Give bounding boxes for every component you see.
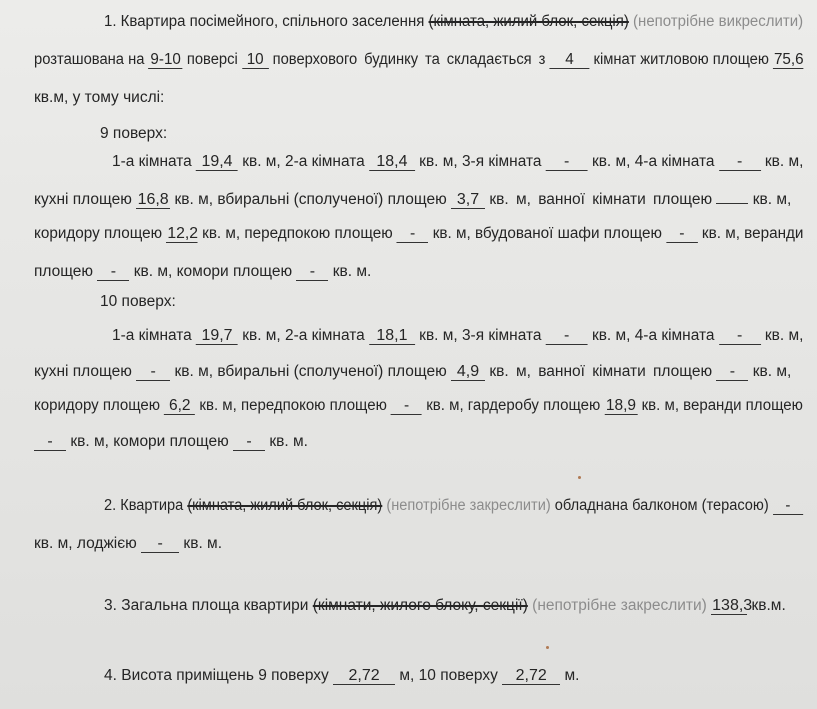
label: 1-а кімната [112,327,192,344]
corridor-value: 6,2 [164,398,195,415]
room-3-value: - [546,154,588,171]
floor-9-kitchen-line [34,190,791,210]
label: кухні площею [34,191,132,208]
unit: м. [564,667,580,684]
note-text: (непотрібне викреслити) [633,13,804,30]
unit: кв. м, [764,327,804,344]
label: кв. м, комори площею [133,263,293,280]
room-1-value: 19,7 [196,328,238,345]
label: кв. м, вбудованої шафи площею [432,225,662,242]
label: кв. м, гардеробу площею [426,397,601,414]
section-2-line-1 [104,496,803,516]
label: кухні площею [34,363,132,380]
floor-10-rooms-line [112,326,803,346]
label: кв. м, 3-я кімната [419,327,542,344]
label: коридору площею [34,397,161,414]
closet-value: - [666,226,698,243]
floor-10-title: 10 поверх: [100,293,176,310]
unit: кв.м. [751,597,786,614]
heading-text: 1. Квартира посімейного, спільного заселення [104,13,425,30]
label: кв. м, 3-я кімната [419,153,542,170]
struck-options: (кімната, жилий блок, секція) [428,13,629,30]
label: кімнат житловою площею [593,51,769,68]
veranda-value: - [97,264,129,281]
label: поверхового будинку та складається з [272,51,546,68]
paper-speck [578,476,581,479]
label: обладнана балконом (терасою) [554,497,769,514]
label: кв. м, передпокою площею [199,397,387,414]
total-area-value: 138,3 [712,597,753,614]
section-1-line-2 [34,50,803,70]
label: 4. Висота приміщень 9 поверху [104,667,329,684]
unit: кв. м. [269,433,308,450]
label: кв. м, ванної кімнати площею [489,191,713,208]
label: кв. м, веранди [701,225,804,242]
floor-9-rooms-line [112,152,803,172]
floors-total-value: 10 [242,52,269,69]
floor-10-storage-line [34,432,308,452]
label: 2. Квартира [104,497,184,514]
wc-value: 3,7 [451,192,485,209]
room-4-value: - [719,154,761,171]
section-1-line-3: кв.м, у тому числі: [34,89,165,106]
floor-9-storage-line [34,262,371,282]
paper-speck [546,646,549,649]
bath-value [716,203,748,204]
corridor-value: 12,2 [167,225,199,242]
veranda-value: - [34,434,66,451]
section-3-line [104,596,786,616]
struck-options: (кімната, жилий блок, секція) [187,497,383,514]
label: кв. м, 4-а кімната [591,327,715,344]
hall-value: - [391,398,422,415]
label: кв. м, веранди площею [641,397,803,414]
label: кв. м, ванної кімнати площею [489,363,713,380]
label: 1-а кімната [112,153,192,170]
room-4-value: - [719,328,761,345]
rooms-value: 4 [549,52,589,69]
note-text: (непотрібне закреслити) [532,597,707,614]
living-area-value: 75,6 [773,51,804,68]
floor-9-corridor-line [34,224,803,244]
wardrobe-value: 18,9 [605,397,637,414]
room-3-value: - [546,328,588,345]
section-1-heading [104,12,803,32]
unit: кв. м. [332,263,372,280]
label: кв. м, вбиральні (сполученої) площею [174,363,447,380]
hall-value: - [397,226,429,243]
label: розташована на [34,51,145,68]
storage-value: - [233,434,265,451]
unit: кв. м. [183,535,223,552]
label: кв. м, 2-а кімната [242,327,365,344]
section-2-line-2 [34,534,222,554]
section-4-line [104,666,579,686]
floor-9-title: 9 поверх: [100,125,168,142]
struck-options: (кімнати, жилого блоку, секції) [312,597,528,614]
label: м, 10 поверху [399,667,498,684]
unit: кв. м, [752,363,792,380]
floor-10-corridor-line [34,396,803,416]
label: 3. Загальна площа квартири [104,597,309,614]
room-1-value: 19,4 [196,154,238,171]
label: кв. м, 2-а кімната [242,153,365,170]
label: кв. м, 4-а кімната [591,153,715,170]
bath-value: - [716,364,748,381]
kitchen-value: - [136,364,170,381]
floor-10-kitchen-line [34,362,791,382]
label: кв. м, передпокою площею [202,225,393,242]
room-2-value: 18,1 [369,328,415,345]
label: кв. м, вбиральні (сполученої) площею [174,191,447,208]
note-text: (непотрібне закреслити) [386,497,551,514]
unit: кв. м, [752,191,792,208]
wc-value: 4,9 [451,364,485,381]
floor-value: 9-10 [150,51,181,68]
label: площею [34,263,94,280]
room-2-value: 18,4 [369,154,415,171]
kitchen-value: 16,8 [137,191,169,208]
unit: кв. м, [764,153,804,170]
balcony-value: - [773,498,803,515]
label: поверсі [186,51,238,68]
label: кв. м, лоджією [34,535,137,552]
loggia-value: - [141,536,179,553]
height-floor-9-value: 2,72 [333,668,395,685]
height-floor-10-value: 2,72 [502,668,560,685]
label: коридору площею [34,225,163,242]
label: кв. м, комори площею [70,433,229,450]
storage-value: - [296,264,328,281]
